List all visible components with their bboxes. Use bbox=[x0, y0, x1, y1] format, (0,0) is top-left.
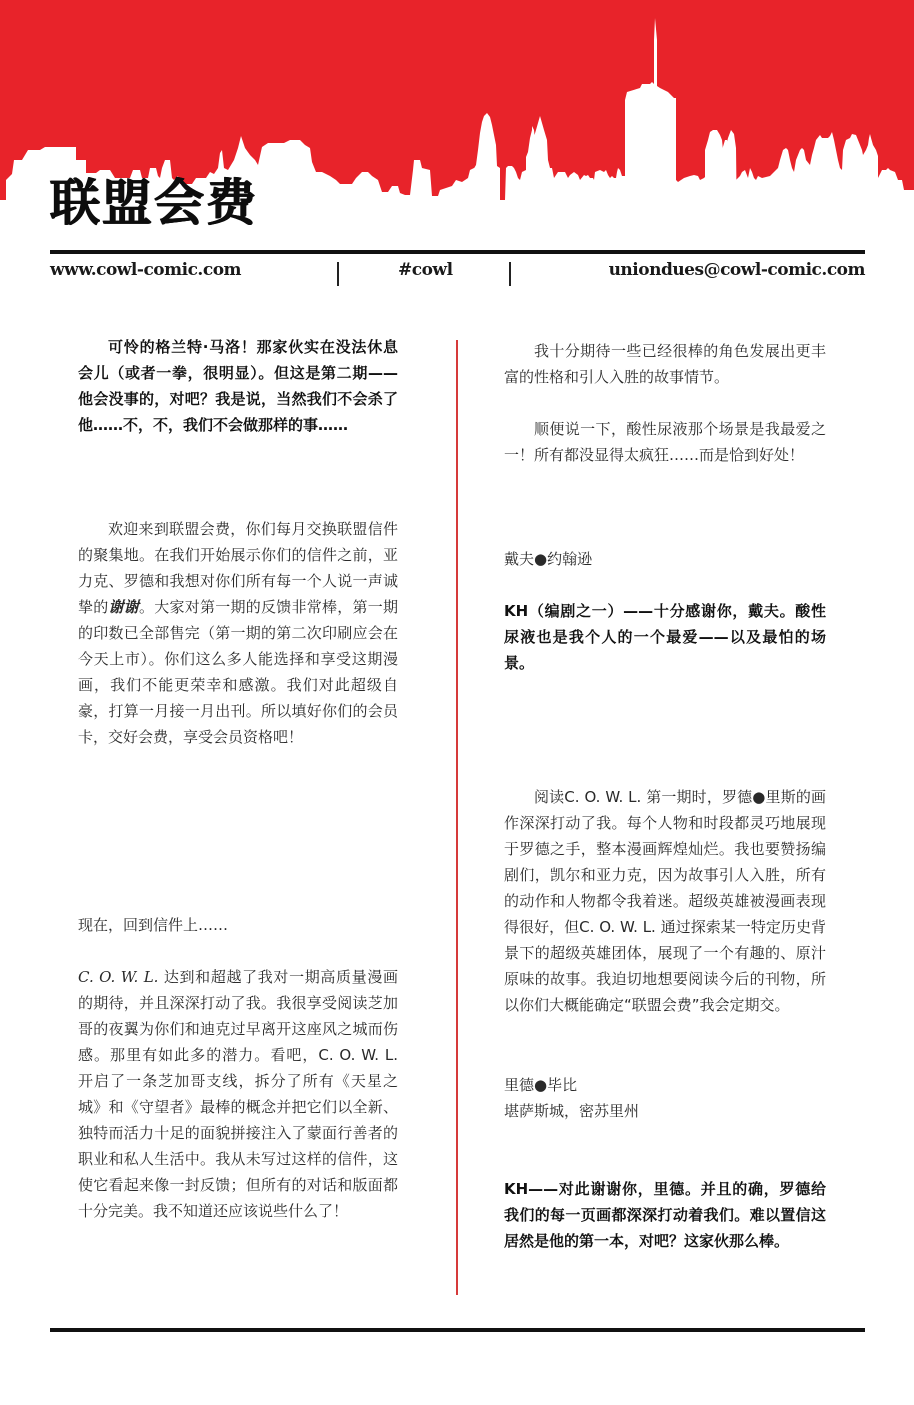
left-column bbox=[78, 334, 398, 1254]
reply-2: KH——对此谢谢你，里德。并且的确，罗德给我们的每一页画都深深打动着我们。难以置信这居然是他的第一本，对吧？这家伙那么棒。 bbox=[504, 1180, 826, 1250]
separator bbox=[337, 262, 339, 286]
separator bbox=[509, 262, 511, 286]
letter-1-signature: 戴夫●约翰逊 bbox=[504, 550, 593, 568]
right-column bbox=[504, 338, 826, 1288]
column-divider bbox=[456, 340, 458, 1295]
contact-bar bbox=[50, 260, 865, 288]
letter-2-body: 阅读C. O. W. L. 第一期时，罗德●里斯的画作深深打动了我。每个人物和时段都灵巧地展现于罗德之手，整本漫画辉煌灿烂。我也要赞扬编剧们，凯尔和亚力克，因为故事引人入胜，所有的动作和人物都令我着迷。超级英雄被漫画表现得很好，但C. O. W. L. 通过探索某一特定历史背景下的超级英雄团体，展现了一个有趣的、原汁原味的故事。我迫切地想要阅读今后的刊物，所以你们大概能确定“联盟会费”我会定期交。 bbox=[504, 788, 826, 1014]
letter-1-body bbox=[78, 964, 398, 1224]
welcome-text-after: 。大家对第一期的反馈非常棒，第一期的印数已全部售完（第一期的第二次印刷应会在今天上市）。你们这么多人能选择和享受这期漫画，我们不能更荣幸和感激。我们对此超级自豪，打算一月接一月出刊。所以填好你们的会员卡，交好会费，享受会员资格吧！ bbox=[78, 598, 398, 746]
email-link[interactable]: uniondues@cowl-comic.com bbox=[608, 260, 865, 280]
page-title: 联盟会费 bbox=[50, 173, 258, 232]
website-link[interactable]: www.cowl-comic.com bbox=[50, 260, 242, 280]
welcome-thanks-emphasis: 谢谢 bbox=[108, 598, 139, 616]
letter-1-continued-p1: 我十分期待一些已经很棒的角色发展出更丰富的性格和引人入胜的故事情节。 bbox=[504, 342, 826, 386]
reply-1: KH（编剧之一）——十分感谢你，戴夫。酸性尿液也是我个人的一个最爱——以及最怕的场景。 bbox=[504, 602, 826, 672]
letter-1-comic-title: C. O. W. L. bbox=[78, 968, 159, 986]
footer-rule bbox=[50, 1328, 865, 1332]
intro-paragraph: 可怜的格兰特·马洛！那家伙实在没法休息会儿（或者一拳，很明显）。但这是第二期——他会没事的，对吧？我是说，当然我们不会杀了他……不，不，我们不会做那样的事…… bbox=[78, 338, 398, 434]
header-rule bbox=[50, 250, 865, 254]
welcome-text-before: 欢迎来到联盟会费，你们每月交换联盟信件的聚集地。在我们开始展示你们的信件之前，亚力克、罗德和我想对你们所有每一个人说一声诚挚的 bbox=[78, 520, 398, 616]
letter-2-signature-place: 堪萨斯城，密苏里州 bbox=[504, 1102, 640, 1120]
letter-2-signature-name: 里德●毕比 bbox=[504, 1076, 578, 1094]
letter-1-continued-p2: 顺便说一下，酸性尿液那个场景是我最爱之一！所有都没显得太疯狂……而是恰到好处！ bbox=[504, 420, 826, 464]
welcome-paragraph bbox=[78, 516, 398, 750]
letter-1-text: 达到和超越了我对一期高质量漫画的期待，并且深深打动了我。我很享受阅读芝加哥的夜翼为你们和迪克过早离开这座风之城而伤感。那里有如此多的潜力。看吧，C. O. W. L. 开启了一条芝加哥支线，拆分了所有《天星之城》和《守望者》最棒的概念并把它们以全新、独特而活力十足的面貌拼接注入了蒙面行善者的职业和私人生活中。我从未写过这样的信件，这使它看起来像一封反馈；但所有的对话和版面都十分完美。我不知道还应该说些什么了！ bbox=[78, 968, 398, 1220]
back-to-letters: 现在，回到信件上…… bbox=[78, 916, 229, 934]
hashtag-link[interactable]: #cowl bbox=[398, 260, 453, 280]
